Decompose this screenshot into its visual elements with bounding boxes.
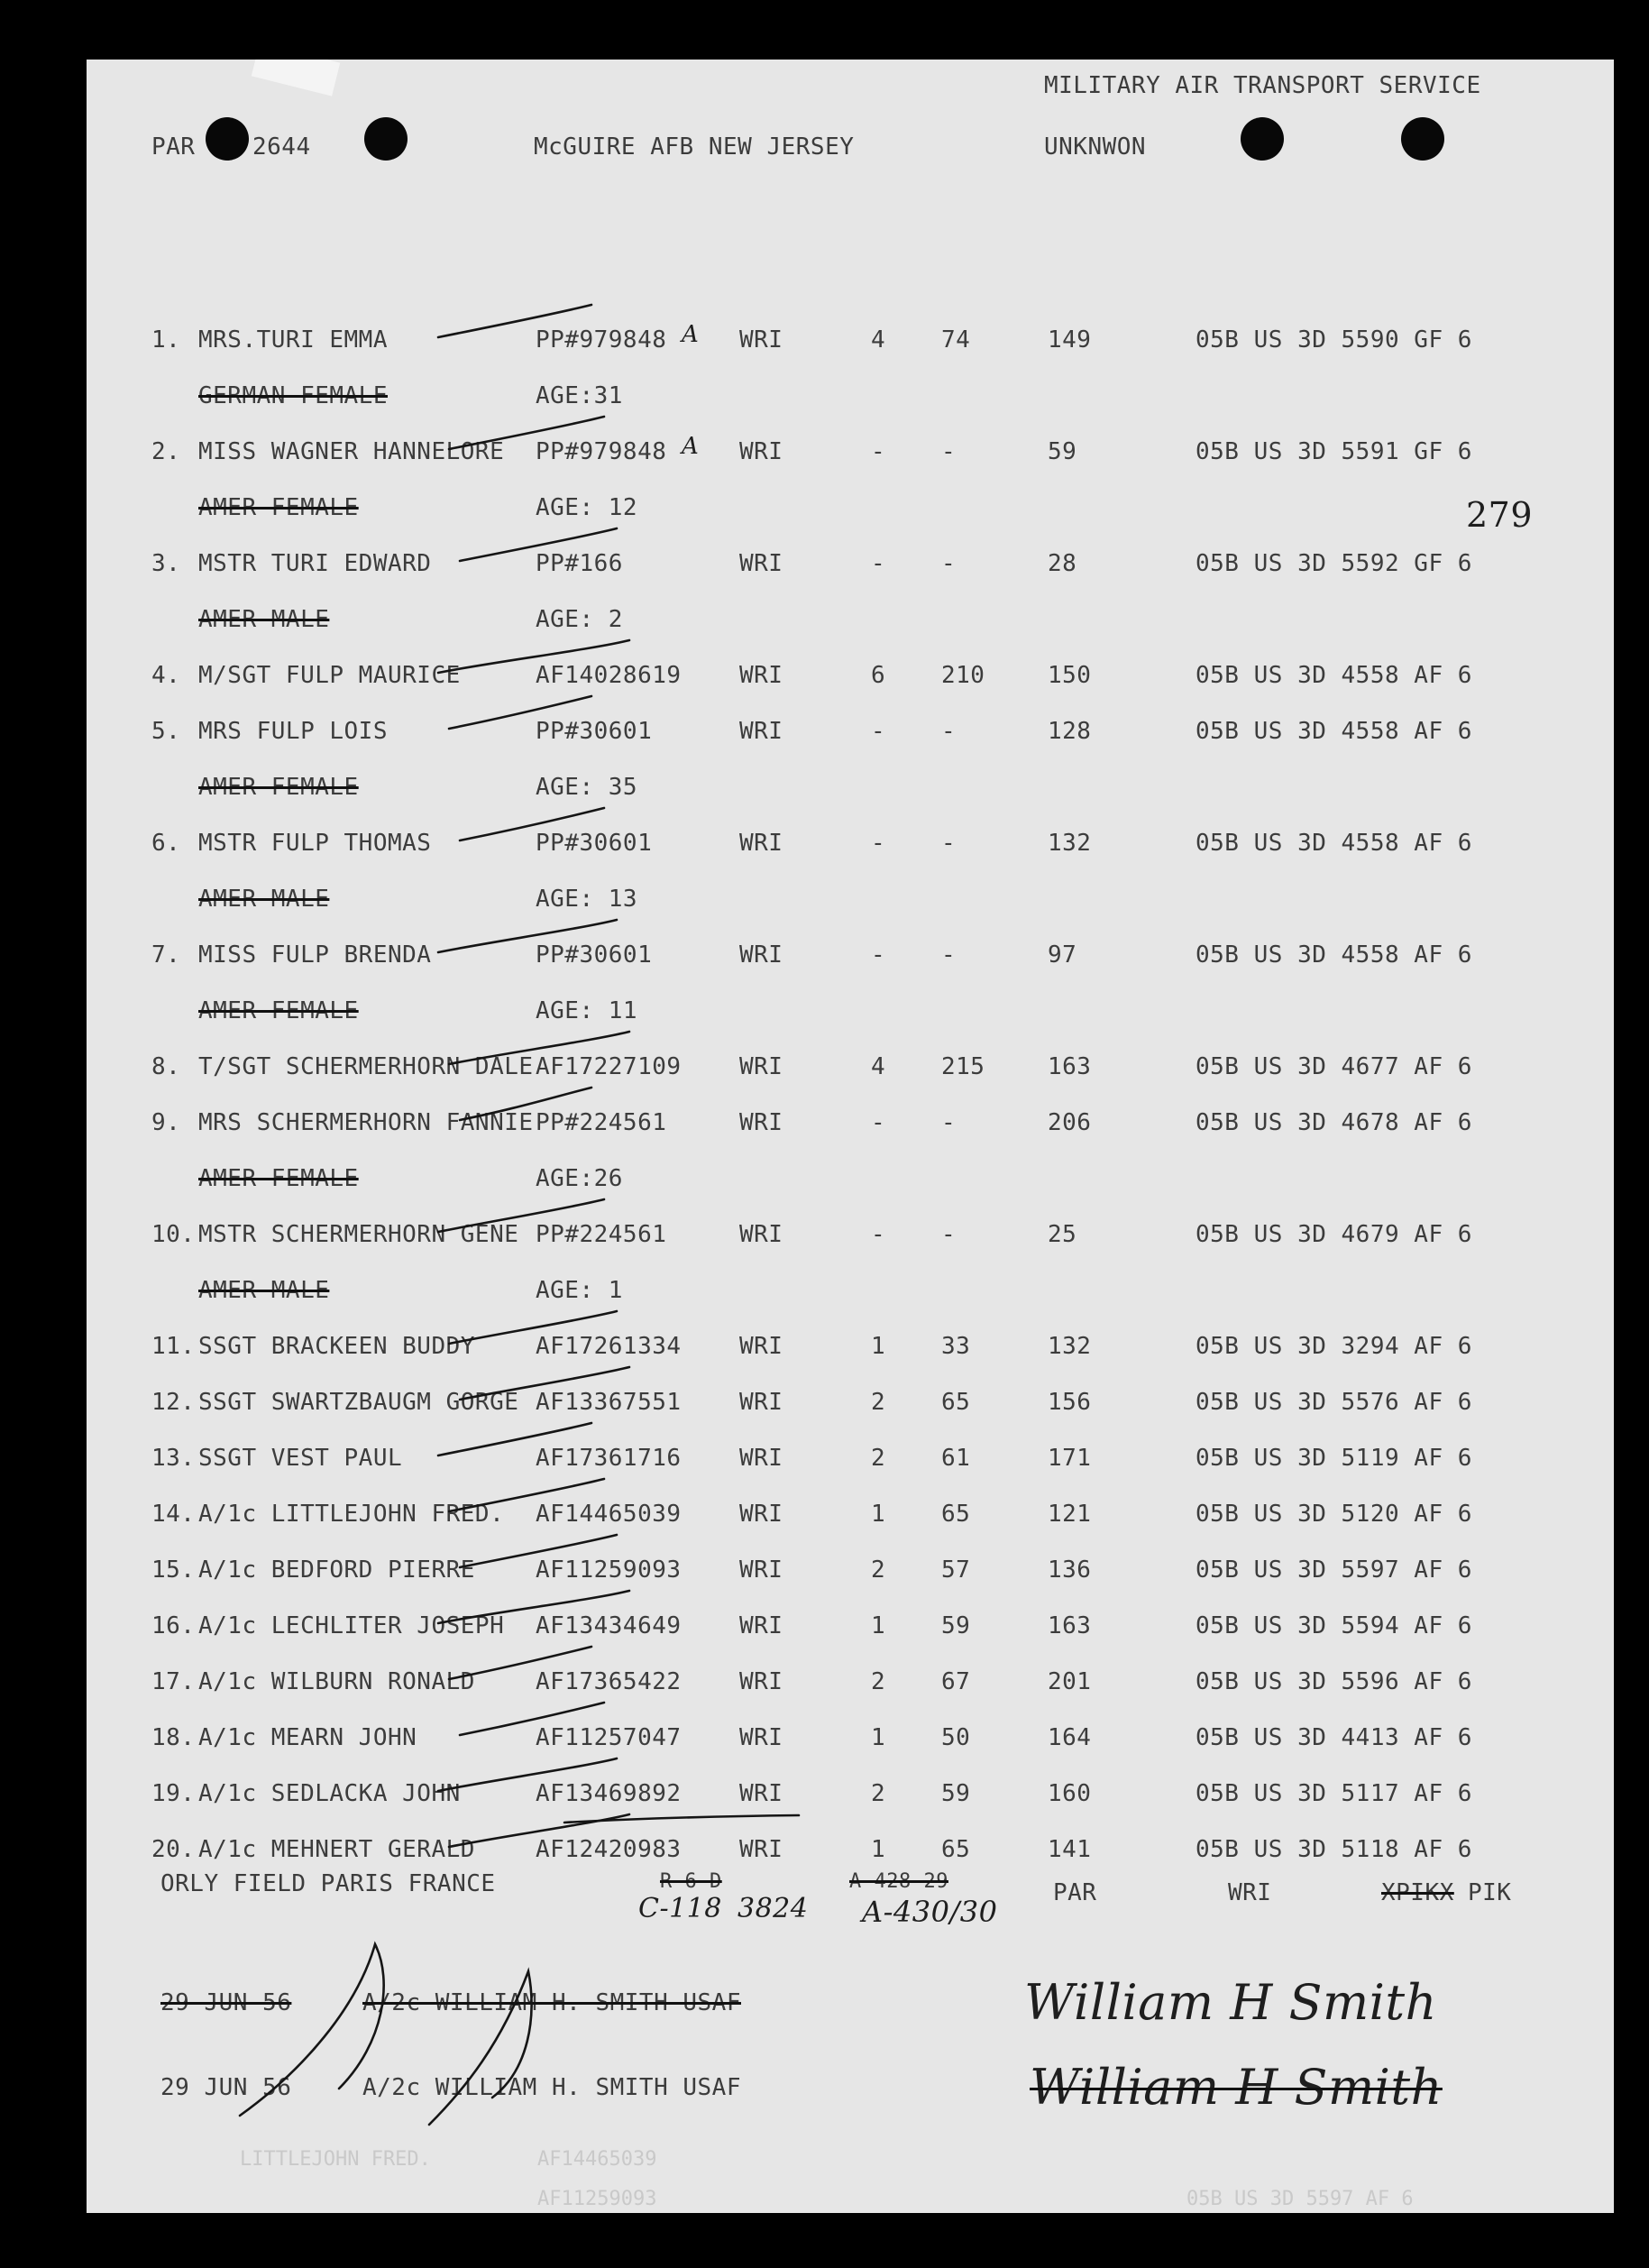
passenger-name: A/1c WILBURN RONALD (198, 1668, 475, 1695)
destination-code: 05B US 3D 4679 AF 6 (1196, 1221, 1472, 1248)
passenger-name: A/1c LITTLEJOHN FRED. (198, 1501, 505, 1528)
footer-hand-code-2: 3824 (737, 1893, 809, 1924)
check-mark-icon (449, 417, 604, 449)
passenger-name: A/1c SEDLACKA JOHN (198, 1780, 461, 1807)
row-number: 7. (151, 941, 181, 969)
col-weight: 28 (1048, 550, 1077, 577)
bleed-through-text: AF14465039 (537, 2148, 657, 2171)
row-number: 4. (151, 662, 181, 689)
destination-code: 05B US 3D 5576 AF 6 (1196, 1389, 1472, 1416)
col-bag-weight: 61 (941, 1445, 971, 1472)
signoff-date: 29 JUN 56 (160, 2074, 292, 2101)
passenger-code: WRI (739, 1501, 783, 1528)
passenger-name: A/1c MEHNERT GERALD (198, 1836, 475, 1863)
footer-destination: ORLY FIELD PARIS FRANCE (160, 1870, 496, 1897)
destination-code: 05B US 3D 5120 AF 6 (1196, 1501, 1472, 1528)
check-mark-icon (460, 1367, 629, 1400)
col-bag-weight: 74 (941, 326, 971, 354)
col-pieces: 2 (871, 1556, 886, 1584)
passenger-code: WRI (739, 1389, 783, 1416)
col-weight: 206 (1048, 1109, 1092, 1136)
passenger-code: WRI (739, 1053, 783, 1080)
bleed-through-text: 05B US 3D 5597 AF 6 (1186, 2188, 1414, 2210)
passenger-code: WRI (739, 1109, 783, 1136)
hand-mark: A (682, 321, 700, 348)
check-mark-icon (449, 696, 591, 729)
header-status: UNKNWON (1044, 133, 1147, 161)
passenger-name: MISS WAGNER HANNELORE (198, 438, 505, 465)
col-weight: 121 (1048, 1501, 1092, 1528)
row-number: 18. (151, 1724, 196, 1751)
col-bag-weight: 33 (941, 1333, 971, 1360)
passenger-age: AGE: 1 (536, 1277, 623, 1304)
passenger-id: PP#224561 (536, 1109, 667, 1136)
passenger-name: T/SGT SCHERMERHORN DALE (198, 1053, 534, 1080)
check-mark-icon (460, 1703, 604, 1735)
passenger-code: WRI (739, 1221, 783, 1248)
col-bag-weight: 65 (941, 1389, 971, 1416)
passenger-name: MRS.TURI EMMA (198, 326, 388, 354)
passenger-code: WRI (739, 1556, 783, 1584)
col-pieces: 2 (871, 1780, 886, 1807)
check-mark-icon (460, 808, 604, 840)
col-pieces: - (871, 550, 886, 577)
destination-code: 05B US 3D 4558 AF 6 (1196, 662, 1472, 689)
passenger-id: AF11259093 (536, 1556, 682, 1584)
footer-struck-x: XPIKX (1381, 1879, 1454, 1906)
footer-wri: WRI (1228, 1879, 1272, 1906)
passenger-name: MRS FULP LOIS (198, 718, 388, 745)
passenger-age: AGE:31 (536, 382, 623, 409)
check-mark-icon (449, 1311, 617, 1344)
passenger-code: WRI (739, 1724, 783, 1751)
col-bag-weight: 67 (941, 1668, 971, 1695)
header-service: MILITARY AIR TRANSPORT SERVICE (1044, 72, 1481, 99)
col-bag-weight: 65 (941, 1501, 971, 1528)
document-page (87, 60, 1614, 2213)
header-par-label: PAR (151, 133, 196, 161)
passenger-name: MRS SCHERMERHORN FANNIE (198, 1109, 534, 1136)
col-weight: 149 (1048, 326, 1092, 354)
passenger-id: PP#30601 (536, 718, 653, 745)
passenger-name: MSTR FULP THOMAS (198, 830, 432, 857)
passenger-age: AGE: 2 (536, 606, 623, 633)
col-pieces: - (871, 1221, 886, 1248)
passenger-id: PP#224561 (536, 1221, 667, 1248)
passenger-code: WRI (739, 1836, 783, 1863)
check-mark-icon (438, 305, 591, 337)
passenger-name: SSGT SWARTZBAUGM GORGE (198, 1389, 519, 1416)
col-bag-weight: 215 (941, 1053, 985, 1080)
passenger-nationality: AMER MALE (198, 1277, 330, 1304)
destination-code: 05B US 3D 5594 AF 6 (1196, 1612, 1472, 1639)
col-pieces: - (871, 438, 886, 465)
passenger-id: AF17261334 (536, 1333, 682, 1360)
col-pieces: 2 (871, 1389, 886, 1416)
check-mark-icon (449, 1479, 604, 1511)
col-bag-weight: - (941, 438, 957, 465)
col-pieces: 1 (871, 1612, 886, 1639)
col-weight: 59 (1048, 438, 1077, 465)
passenger-name: MSTR SCHERMERHORN GENE (198, 1221, 519, 1248)
signoff-text: A/2c WILLIAM H. SMITH USAF (362, 2074, 741, 2101)
col-bag-weight: 50 (941, 1724, 971, 1751)
col-bag-weight: - (941, 941, 957, 969)
col-bag-weight: 210 (941, 662, 985, 689)
passenger-code: WRI (739, 941, 783, 969)
col-pieces: 1 (871, 1333, 886, 1360)
col-weight: 132 (1048, 1333, 1092, 1360)
passenger-id: AF12420983 (536, 1836, 682, 1863)
passenger-id: AF17361716 (536, 1445, 682, 1472)
col-bag-weight: - (941, 1109, 957, 1136)
row-number: 13. (151, 1445, 196, 1472)
col-bag-weight: - (941, 550, 957, 577)
passenger-id: AF13469892 (536, 1780, 682, 1807)
passenger-name: A/1c MEARN JOHN (198, 1724, 417, 1751)
check-mark-icon (438, 920, 617, 952)
col-weight: 163 (1048, 1053, 1092, 1080)
passenger-code: WRI (739, 1333, 783, 1360)
header-par-number: 2644 (252, 133, 311, 161)
destination-code: 05B US 3D 5117 AF 6 (1196, 1780, 1472, 1807)
footer-struck-code-2: A-428-29 (849, 1870, 948, 1893)
passenger-name: A/1c LECHLITER JOSEPH (198, 1612, 505, 1639)
hand-mark: A (682, 433, 700, 460)
passenger-name: MSTR TURI EDWARD (198, 550, 432, 577)
passenger-code: WRI (739, 1445, 783, 1472)
col-bag-weight: 59 (941, 1780, 971, 1807)
passenger-nationality: AMER MALE (198, 886, 330, 913)
row-number: 2. (151, 438, 181, 465)
handwritten-marks (87, 60, 1614, 2213)
check-mark-icon (438, 1423, 591, 1455)
destination-code: 05B US 3D 5118 AF 6 (1196, 1836, 1472, 1863)
passenger-code: WRI (739, 830, 783, 857)
col-bag-weight: 57 (941, 1556, 971, 1584)
check-mark-icon (449, 1647, 591, 1679)
col-weight: 141 (1048, 1836, 1092, 1863)
col-pieces: 6 (871, 662, 886, 689)
row-number: 15. (151, 1556, 196, 1584)
footer-struck-code-1: R-6-D (660, 1870, 722, 1893)
row-number: 16. (151, 1612, 196, 1639)
check-mark-icon (460, 1088, 591, 1120)
destination-code: 05B US 3D 4558 AF 6 (1196, 941, 1472, 969)
passenger-name: M/SGT FULP MAURICE (198, 662, 461, 689)
col-pieces: - (871, 830, 886, 857)
passenger-code: WRI (739, 1780, 783, 1807)
destination-code: 05B US 3D 3294 AF 6 (1196, 1333, 1472, 1360)
passenger-code: WRI (739, 438, 783, 465)
destination-code: 05B US 3D 5591 GF 6 (1196, 438, 1472, 465)
row-number: 14. (151, 1501, 196, 1528)
row-number: 3. (151, 550, 181, 577)
passenger-code: WRI (739, 1668, 783, 1695)
passenger-id: AF13367551 (536, 1389, 682, 1416)
row-number: 1. (151, 326, 181, 354)
col-weight: 136 (1048, 1556, 1092, 1584)
row-number: 5. (151, 718, 181, 745)
bleed-through-text: LITTLEJOHN FRED. (240, 2148, 431, 2171)
passenger-code: WRI (739, 550, 783, 577)
check-mark-icon (449, 1032, 629, 1064)
passenger-id: PP#979848 (536, 438, 667, 465)
check-mark-icon (449, 1814, 629, 1847)
passenger-id: AF17227109 (536, 1053, 682, 1080)
passenger-age: AGE: 12 (536, 494, 638, 521)
passenger-name: SSGT BRACKEEN BUDDY (198, 1333, 475, 1360)
destination-code: 05B US 3D 4677 AF 6 (1196, 1053, 1472, 1080)
col-weight: 201 (1048, 1668, 1092, 1695)
passenger-code: WRI (739, 662, 783, 689)
footer-hand-code-1: C-118 (638, 1893, 722, 1924)
destination-code: 05B US 3D 5596 AF 6 (1196, 1668, 1472, 1695)
destination-code: 05B US 3D 5119 AF 6 (1196, 1445, 1472, 1472)
check-mark-icon (460, 528, 617, 561)
passenger-id: AF17365422 (536, 1668, 682, 1695)
passenger-id: AF14465039 (536, 1501, 682, 1528)
passenger-code: WRI (739, 326, 783, 354)
passenger-code: WRI (739, 718, 783, 745)
col-pieces: - (871, 718, 886, 745)
check-mark-icon (438, 1591, 629, 1623)
col-bag-weight: 65 (941, 1836, 971, 1863)
passenger-nationality: AMER FEMALE (198, 997, 359, 1024)
col-pieces: 4 (871, 326, 886, 354)
passenger-id: AF13434649 (536, 1612, 682, 1639)
passenger-age: AGE: 13 (536, 886, 638, 913)
destination-code: 05B US 3D 4558 AF 6 (1196, 830, 1472, 857)
passenger-id: PP#30601 (536, 830, 653, 857)
check-mark-icon (438, 1758, 617, 1791)
col-pieces: - (871, 1109, 886, 1136)
row-number: 17. (151, 1668, 196, 1695)
col-bag-weight: - (941, 830, 957, 857)
col-weight: 25 (1048, 1221, 1077, 1248)
footer-pik: PIK (1468, 1879, 1512, 1906)
passenger-id: PP#979848 (536, 326, 667, 354)
col-pieces: 4 (871, 1053, 886, 1080)
check-mark-icon (460, 1535, 617, 1567)
row-number: 6. (151, 830, 181, 857)
col-weight: 164 (1048, 1724, 1092, 1751)
signature-struck: William H Smith (1030, 2059, 1443, 2116)
passenger-name: A/1c BEDFORD PIERRE (198, 1556, 475, 1584)
col-pieces: - (871, 941, 886, 969)
col-weight: 97 (1048, 941, 1077, 969)
col-weight: 163 (1048, 1612, 1092, 1639)
check-mark-icon (438, 1199, 604, 1232)
destination-code: 05B US 3D 5597 AF 6 (1196, 1556, 1472, 1584)
passenger-age: AGE:26 (536, 1165, 623, 1192)
destination-code: 05B US 3D 5592 GF 6 (1196, 550, 1472, 577)
footer-hand-code-3: A-430/30 (862, 1895, 998, 1929)
passenger-nationality: AMER MALE (198, 606, 330, 633)
passenger-id: PP#30601 (536, 941, 653, 969)
col-weight: 156 (1048, 1389, 1092, 1416)
footer-par: PAR (1053, 1879, 1097, 1906)
col-pieces: 1 (871, 1724, 886, 1751)
passenger-age: AGE: 11 (536, 997, 638, 1024)
row-number: 11. (151, 1333, 196, 1360)
passenger-age: AGE: 35 (536, 774, 638, 801)
row-number: 8. (151, 1053, 181, 1080)
destination-code: 05B US 3D 5590 GF 6 (1196, 326, 1472, 354)
col-weight: 171 (1048, 1445, 1092, 1472)
signoff-text-struck: A/2c WILLIAM H. SMITH USAF (362, 1989, 741, 2016)
destination-code: 05B US 3D 4558 AF 6 (1196, 718, 1472, 745)
bleed-through-text: AF11259093 (537, 2188, 657, 2210)
passenger-nationality: AMER FEMALE (198, 774, 359, 801)
col-bag-weight: 59 (941, 1612, 971, 1639)
col-pieces: 2 (871, 1668, 886, 1695)
col-weight: 128 (1048, 718, 1092, 745)
check-mark-icon (438, 640, 629, 673)
signature: William H Smith (1024, 1974, 1437, 2031)
page-number: 279 (1466, 495, 1534, 535)
col-pieces: 1 (871, 1836, 886, 1863)
passenger-name: MISS FULP BRENDA (198, 941, 432, 969)
passenger-code: WRI (739, 1612, 783, 1639)
col-weight: 160 (1048, 1780, 1092, 1807)
header-base: McGUIRE AFB NEW JERSEY (534, 133, 855, 161)
passenger-nationality: GERMAN FEMALE (198, 382, 388, 409)
col-bag-weight: - (941, 718, 957, 745)
passenger-name: SSGT VEST PAUL (198, 1445, 403, 1472)
row-number: 9. (151, 1109, 181, 1136)
row-number: 12. (151, 1389, 196, 1416)
col-pieces: 2 (871, 1445, 886, 1472)
row-number: 19. (151, 1780, 196, 1807)
passenger-id: PP#166 (536, 550, 623, 577)
passenger-id: AF11257047 (536, 1724, 682, 1751)
passenger-nationality: AMER FEMALE (198, 1165, 359, 1192)
row-number: 20. (151, 1836, 196, 1863)
col-bag-weight: - (941, 1221, 957, 1248)
col-pieces: 1 (871, 1501, 886, 1528)
signoff-date-struck: 29 JUN 56 (160, 1989, 292, 2016)
row-number: 10. (151, 1221, 196, 1248)
passenger-id: AF14028619 (536, 662, 682, 689)
destination-code: 05B US 3D 4413 AF 6 (1196, 1724, 1472, 1751)
passenger-nationality: AMER FEMALE (198, 494, 359, 521)
col-weight: 150 (1048, 662, 1092, 689)
destination-code: 05B US 3D 4678 AF 6 (1196, 1109, 1472, 1136)
col-weight: 132 (1048, 830, 1092, 857)
